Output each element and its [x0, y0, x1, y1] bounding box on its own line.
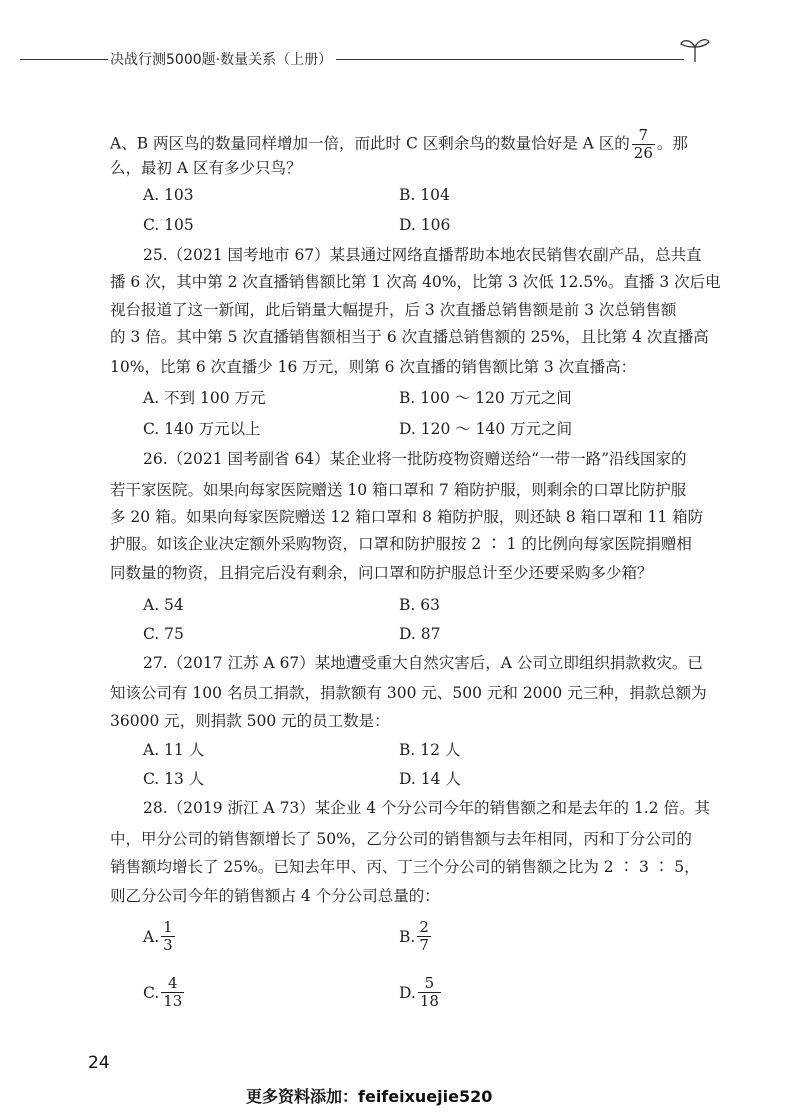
option-c [143, 975, 186, 1010]
option-a: A. 103 [143, 186, 194, 204]
q28-line: 则乙分公司今年的销售额占 4 个分公司总量的： [110, 887, 440, 905]
fraction [418, 975, 441, 1010]
q27-line: 36000 元，则捐款 500 元的员工数是： [110, 712, 390, 730]
fraction-numerator: 1 [163, 918, 173, 936]
header-rule-right [336, 59, 684, 60]
option-d: D. 106 [399, 216, 451, 234]
running-header-title: 决战行测5000题·数量关系（上册） [110, 52, 333, 68]
option-b: B. 100 ～ 120 万元之间 [399, 389, 572, 407]
q25-line: 播 6 次，其中第 2 次直播销售额比第 1 次高 40%，比第 3 次低 12.5%。直播 3 次后电 [110, 273, 721, 291]
q25-line: 10%，比第 6 次直播少 16 万元，则第 6 次直播的销售额比第 3 次直播高： [110, 358, 637, 376]
q25-line: 视台报道了这一新闻，此后销量大幅提升，后 3 次直播总销售额是前 3 次总销售额 [110, 301, 677, 319]
fraction-numerator: 2 [419, 918, 429, 936]
sprout-icon [678, 36, 712, 62]
option-c: C. 13 人 [143, 770, 205, 788]
fraction [632, 127, 655, 162]
q28-line: 28.（2019 浙江 A 73）某企业 4 个分公司今年的销售额之和是去年的 1.2 倍。其 [143, 799, 711, 817]
fraction-numerator: 4 [168, 974, 178, 992]
q28-line: 销售额均增长了 25%。已知去年甲、丙、丁三个分公司的销售额之比为 2 ∶ 3 ∶ 5， [110, 858, 700, 876]
header-rule-left [20, 59, 108, 60]
continuation-text: A、B 两区鸟的数量同样增加一倍，而此时 C 区剩余鸟的数量恰好是 A 区的 [110, 134, 630, 153]
fraction-numerator: 7 [638, 126, 649, 144]
page-number: 24 [88, 1053, 110, 1073]
option-b: B. 12 人 [399, 741, 461, 759]
option-a: A. 11 人 [143, 741, 205, 759]
q26-line: 26.（2021 国考副省 64）某企业将一批防疫物资赠送给“一带一路”沿线国家的 [143, 450, 687, 468]
option-d: D. 120 ～ 140 万元之间 [399, 420, 573, 438]
q25-line: 25.（2021 国考地市 67）某县通过网络直播帮助本地农民销售农副产品，总共直 [143, 246, 702, 264]
option-a: A. 54 [143, 596, 184, 614]
option-c: C. 105 [143, 216, 194, 234]
option-b [399, 919, 433, 954]
q26-line: 多 20 箱。如果向每家医院赠送 12 箱口罩和 8 箱防护服，则还缺 8 箱口罩和 11 箱防 [110, 508, 704, 526]
fraction-denominator: 26 [633, 144, 653, 162]
fraction [161, 919, 175, 954]
fraction [417, 919, 431, 954]
option-c: C. 75 [143, 625, 184, 643]
continuation-text-end: 。那 [656, 134, 688, 153]
q26-line: 同数量的物资，且捐完后没有剩余，问口罩和防护服总计至少还要采购多少箱？ [110, 564, 653, 582]
fraction-denominator: 3 [163, 936, 173, 954]
option-a: A. 不到 100 万元 [143, 389, 266, 407]
q27-line: 知该公司有 100 名员工捐款，捐款额有 300 元、500 元和 2000 元三种，捐款总额为 [110, 684, 707, 702]
footer-note: 更多资料添加：feifeixuejie520 [246, 1087, 493, 1106]
q26-line: 若干家医院。如果向每家医院赠送 10 箱口罩和 7 箱防护服，则剩余的口罩比防护服 [110, 481, 687, 499]
fraction-denominator: 18 [419, 992, 439, 1010]
fraction [161, 975, 184, 1010]
option-letter: B. [399, 927, 416, 946]
continuation-line-1 [110, 127, 688, 162]
option-letter: C. [143, 983, 160, 1002]
option-b: B. 63 [399, 596, 440, 614]
option-b: B. 104 [399, 186, 450, 204]
option-d [399, 975, 443, 1010]
fraction-denominator: 7 [419, 936, 429, 954]
option-c: C. 140 万元以上 [143, 420, 261, 438]
option-letter: A. [143, 927, 160, 946]
continuation-line-2: 么，最初 A 区有多少只鸟？ [110, 159, 302, 177]
option-d: D. 87 [399, 625, 441, 643]
fraction-numerator: 5 [424, 974, 435, 992]
q27-line: 27.（2017 江苏 A 67）某地遭受重大自然灾害后，A 公司立即组织捐款救灾。已 [143, 654, 703, 672]
q26-line: 护服。如该企业决定额外采购物资，口罩和防护服按 2 ∶ 1 的比例向每家医院捐赠相 [110, 535, 692, 553]
fraction-denominator: 13 [163, 992, 183, 1010]
option-a [143, 919, 177, 954]
option-letter: D. [399, 983, 416, 1002]
option-d: D. 14 人 [399, 770, 461, 788]
q28-line: 中，甲分公司的销售额增长了 50%，乙分公司的销售额与去年相同，丙和丁分公司的 [110, 830, 692, 848]
q25-line: 的 3 倍。其中第 5 次直播销售额相当于 6 次直播总销售额的 25%，且比第 4 次直播高 [110, 328, 709, 346]
